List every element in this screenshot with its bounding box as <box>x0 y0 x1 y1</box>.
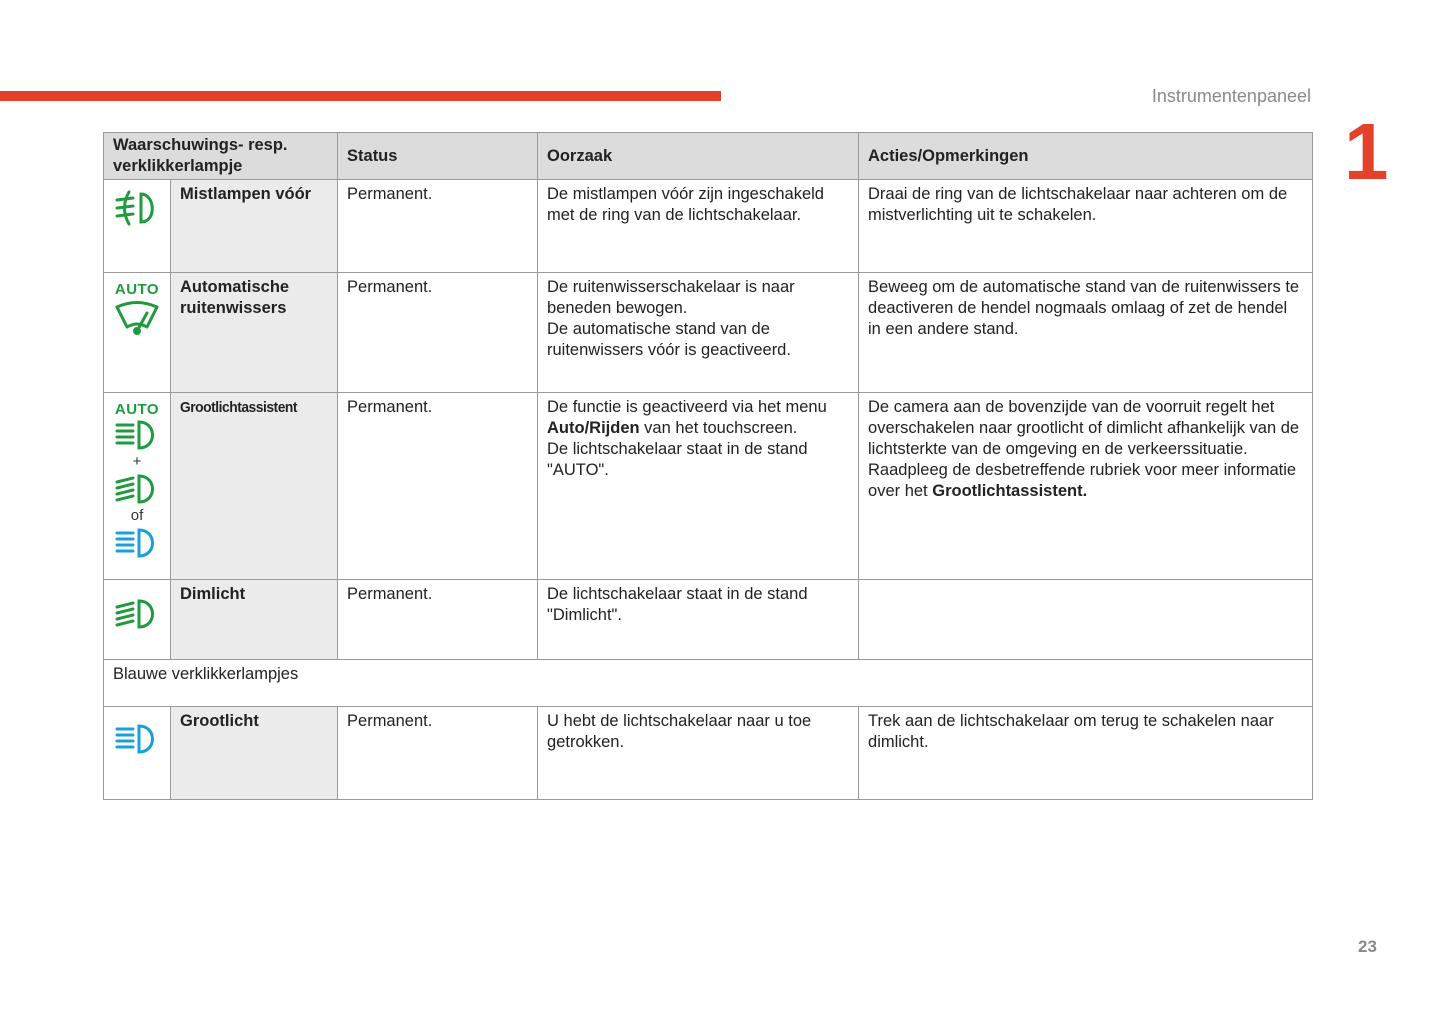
lamp-name <box>171 393 338 580</box>
high-beam-blue-icon <box>106 527 168 559</box>
icon-cell <box>104 707 171 800</box>
cause-line <box>547 397 849 439</box>
cause-text: van het touchscreen. <box>639 419 798 437</box>
cause-text: De functie is geactiveerd via het menu <box>547 398 827 416</box>
accent-bar <box>0 91 721 101</box>
table-row <box>104 393 1313 580</box>
cause-cell: De mistlampen vóór zijn ingeschakeld met de ring van de lichtschakelaar. <box>538 180 859 273</box>
table-row <box>104 273 1313 393</box>
menu-name: Auto/Rijden <box>547 419 640 437</box>
table-row <box>104 707 1313 800</box>
auto-label: AUTO <box>114 401 160 418</box>
cause-cell <box>538 273 859 393</box>
section-title: Instrumentenpaneel <box>1151 86 1311 106</box>
auto-wiper-icon <box>106 299 168 335</box>
icon-cell <box>104 393 171 580</box>
cause-cell <box>538 393 859 580</box>
lamp-name: Dimlicht <box>171 580 338 660</box>
header-lamp: Waarschuwings- resp. verklikkerlampje <box>104 133 338 180</box>
actions-cell <box>859 580 1313 660</box>
table-header-row <box>104 133 1313 180</box>
status-cell: Permanent. <box>338 580 538 660</box>
section-row <box>104 660 1313 707</box>
feature-name: Grootlichtassistent. <box>932 482 1088 500</box>
cause-line: De lichtschakelaar staat in de stand "AUTO". <box>547 440 808 479</box>
cause-cell: De lichtschakelaar staat in de stand "Dimlicht". <box>538 580 859 660</box>
actions-cell <box>859 393 1313 580</box>
icon-cell <box>104 273 171 393</box>
lamp-name: Grootlicht <box>171 707 338 800</box>
header-actions: Acties/Opmerkingen <box>859 133 1313 180</box>
cause-cell: U hebt de lichtschakelaar naar u toe getrokken. <box>538 707 859 800</box>
cause-line: De ruitenwisserschakelaar is naar beneden bewogen. <box>547 278 795 317</box>
icon-cell <box>104 580 171 660</box>
actions-cell: Beweeg om de automatische stand van de ruitenwissers te deactiveren de hendel nogmaals omlaag of zet de hendel in een andere stand. <box>859 273 1313 393</box>
lamp-name: Mistlampen vóór <box>171 180 338 273</box>
dipped-beam-green-icon <box>106 473 168 505</box>
header-status: Status <box>338 133 538 180</box>
plus-separator: + <box>132 453 142 470</box>
or-separator: of <box>130 507 144 524</box>
lamp-name: Automatische ruitenwissers <box>171 273 338 393</box>
cause-line: De automatische stand van de ruitenwissers vóór is geactiveerd. <box>547 320 791 359</box>
actions-cell: Trek aan de lichtschakelaar om terug te schakelen naar dimlicht. <box>859 707 1313 800</box>
lamp-name-text: Grootlichtassistent <box>180 399 298 416</box>
status-cell: Permanent. <box>338 180 538 273</box>
status-cell: Permanent. <box>338 707 538 800</box>
high-beam-green-icon <box>106 419 168 451</box>
dipped-beam-icon <box>106 598 168 630</box>
table-row <box>104 580 1313 660</box>
header-cause: Oorzaak <box>538 133 859 180</box>
status-cell: Permanent. <box>338 393 538 580</box>
table-row <box>104 180 1313 273</box>
front-fog-lamp-icon <box>106 188 168 228</box>
chapter-number: 1 <box>1344 107 1389 196</box>
high-beam-icon <box>106 723 168 755</box>
actions-text: Raadpleeg de desbetreffende rubriek voor meer informatie over het <box>868 461 1297 500</box>
actions-line <box>868 460 1303 502</box>
section-label: Blauwe verklikkerlampjes <box>104 660 1313 707</box>
status-cell: Permanent. <box>338 273 538 393</box>
page-number: 23 <box>1358 937 1377 956</box>
actions-line: De camera aan de bovenzijde van de voorruit regelt het overschakelen naar grootlicht of dimlicht afhankelijk van de lichtsterkte van de omgeving en de verkeerssituatie. <box>868 398 1300 458</box>
actions-cell: Draai de ring van de lichtschakelaar naar achteren om de mistverlichting uit te schakelen. <box>859 180 1313 273</box>
warning-lamps-table <box>103 132 1313 800</box>
icon-cell <box>104 180 171 273</box>
auto-label: AUTO <box>114 281 160 298</box>
